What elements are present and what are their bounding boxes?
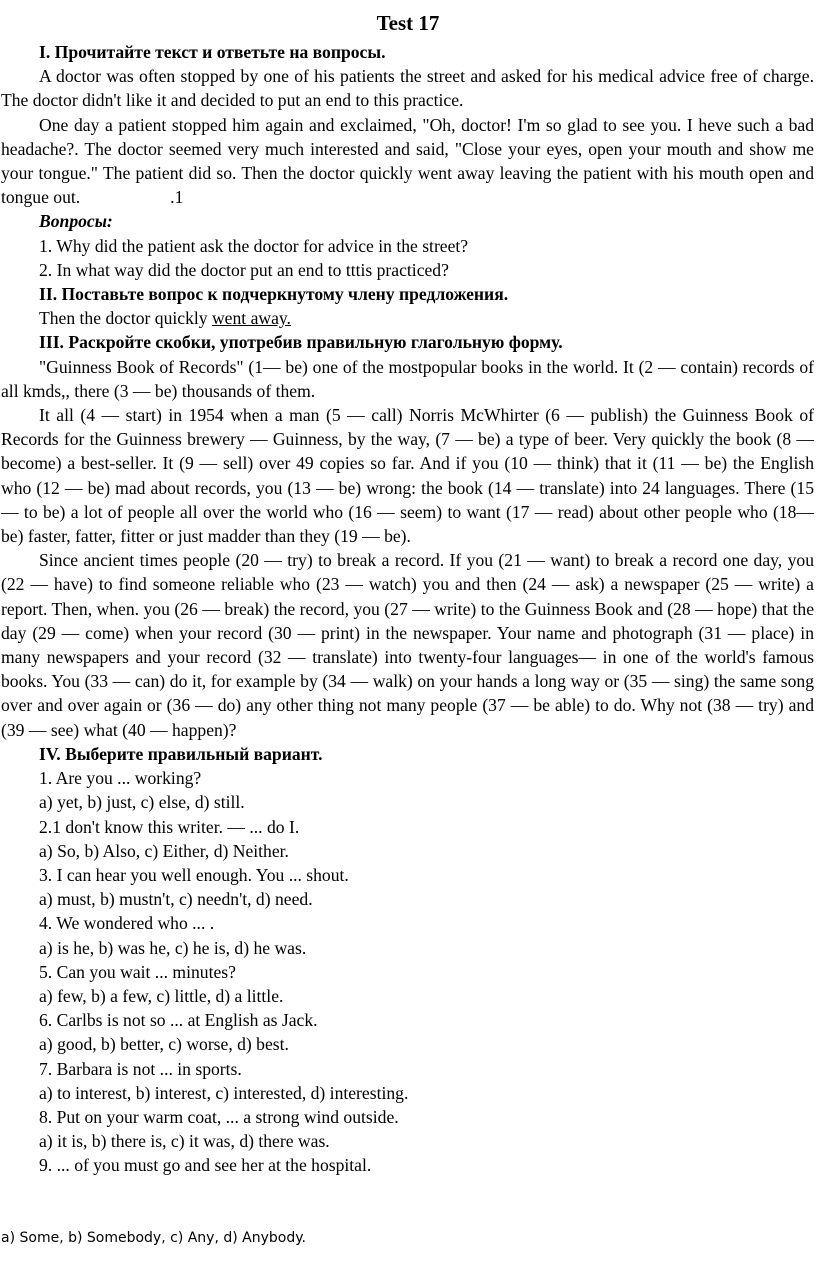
exercise-line: 8. Put on your warm coat, ... a strong wind outside. [39,1106,399,1127]
exercise-line: a) it is, b) there is, c) it was, d) there was. [39,1131,330,1152]
section-3-paragraph-3: Since ancient times people (20 — try) to break a record. If you (21 — want) to break a record one day, you (22 — have) to find someone reliable who (23 — watch) you and then (24 — ask) a newspaper (25 — write) a report. Then, when. you (26 — break) the record, you (27 — write) to the Guinness Book and (28 — hope) that the day (29 — come) when your record (30 — print) in the newspaper. Your name and photograph (31 — place) in many newspapers and your record (32 — translate) into twenty-four languages— in one of the world's famous books. You (33 — can) do it, for example by (34 — walk) on your hands a long way or (35 — sing) the same song over and over again or (36 — do) any other thing not many people (37 — be able) to do. Why not (38 — try) and (39 — see) what (40 — happen)? [1,550,814,740]
paragraph-marker: .1 [170,187,184,208]
question-1: 1. Why did the patient ask the doctor for advice in the street? [39,235,469,256]
exercise-line: a) So, b) Also, c) Either, d) Neither. [39,840,289,861]
exercise-line: 1. Are you ... working? [39,768,202,789]
exercise-line: a) yet, b) just, c) else, d) still. [39,792,245,813]
section-1-paragraph-2 [1,113,814,210]
section-2-heading: II. Поставьте вопрос к подчеркнутому члену предложения. [39,284,509,305]
exercise-line: 3. I can hear you well enough. You ... shout. [39,864,349,885]
section-3-paragraph-2: It all (4 — start) in 1954 when a man (5 — call) Norris McWhirter (6 — publish) the Guinness Book of Records for the Guinness brewery — Guinness, by the way, (7 — be) a type of beer. Very quickly the book (8 — become) a best-seller. It (9 — sell) over 49 copies so far. And if you (10 — think) that it (11 — be) the English who (12 — be) mad about records, you (13 — be) wrong: the book (14 — translate) into 24 languages. There (15 — to be) a lot of people all over the world who (16 — seem) to want (17 — read) about other people who (18— be) faster, fatter, fitter or just madder than they (19 — be). [1,405,814,547]
exercise-last-line: a) Some, b) Somebody, c) Any, d) Anybody. [1,1230,306,1246]
section-2-sentence-text: Then the doctor quickly [39,308,212,329]
exercise-line: 7. Barbara is not ... in sports. [39,1058,242,1079]
exercise-line: 9. ... of you must go and see her at the hospital. [39,1155,372,1176]
exercise-line: a) to interest, b) interest, c) interested, d) interesting. [39,1082,409,1103]
section-4-heading: IV. Выберите правильный вариант. [39,743,323,764]
section-2-sentence [1,306,814,330]
question-2: 2. In what way did the doctor put an end to tttis practiced? [39,259,449,280]
underlined-phrase: went away. [211,308,291,329]
section-1-paragraph-2-text: One day a patient stopped him again and exclaimed, "Oh, doctor! I'm so glad to see you. I heve such a bad headache?. The doctor seemed very much interested and said, "Close your eyes, open your mouth and show me your tongue." The patient did so. Then the doctor quickly went away leaving the patient with his mouth open and tongue out. [1,114,814,208]
section-1-paragraph-1: A doctor was often stopped by one of his patients the street and asked for his medical advice free of charge. The doctor didn't like it and decided to put an end to this practice. [1,66,814,111]
exercise-line: a) good, b) better, c) worse, d) best. [39,1034,289,1055]
questions-label: Вопросы: [39,211,113,232]
exercise-line: 6. Carlbs is not so ... at English as Jack. [39,1010,318,1031]
section-3-paragraph-1: "Guinness Book of Records" (1— be) one of the mostpopular books in the world. It (2 — contain) records of all kmds,, there (3 — be) thousands of them. [1,356,814,401]
section-3-heading: III. Раскройте скобки, употребив правильную глагольную форму. [39,332,563,353]
exercise-line: a) few, b) a few, c) little, d) a little. [39,985,284,1006]
exercise-line: 5. Can you wait ... minutes? [39,961,236,982]
section-1-heading: I. Прочитайте текст и ответьте на вопросы. [39,42,386,62]
exercise-line: 4. We wondered who ... . [39,913,215,934]
exercise-line: a) must, b) mustn't, c) needn't, d) need. [39,889,313,910]
page-title: Test 17 [376,11,440,35]
test-body [1,40,814,1178]
exercise-line: a) is he, b) was he, c) he is, d) he was. [39,937,307,958]
exercise-line: 2.1 don't know this writer. — ... do I. [39,816,300,837]
